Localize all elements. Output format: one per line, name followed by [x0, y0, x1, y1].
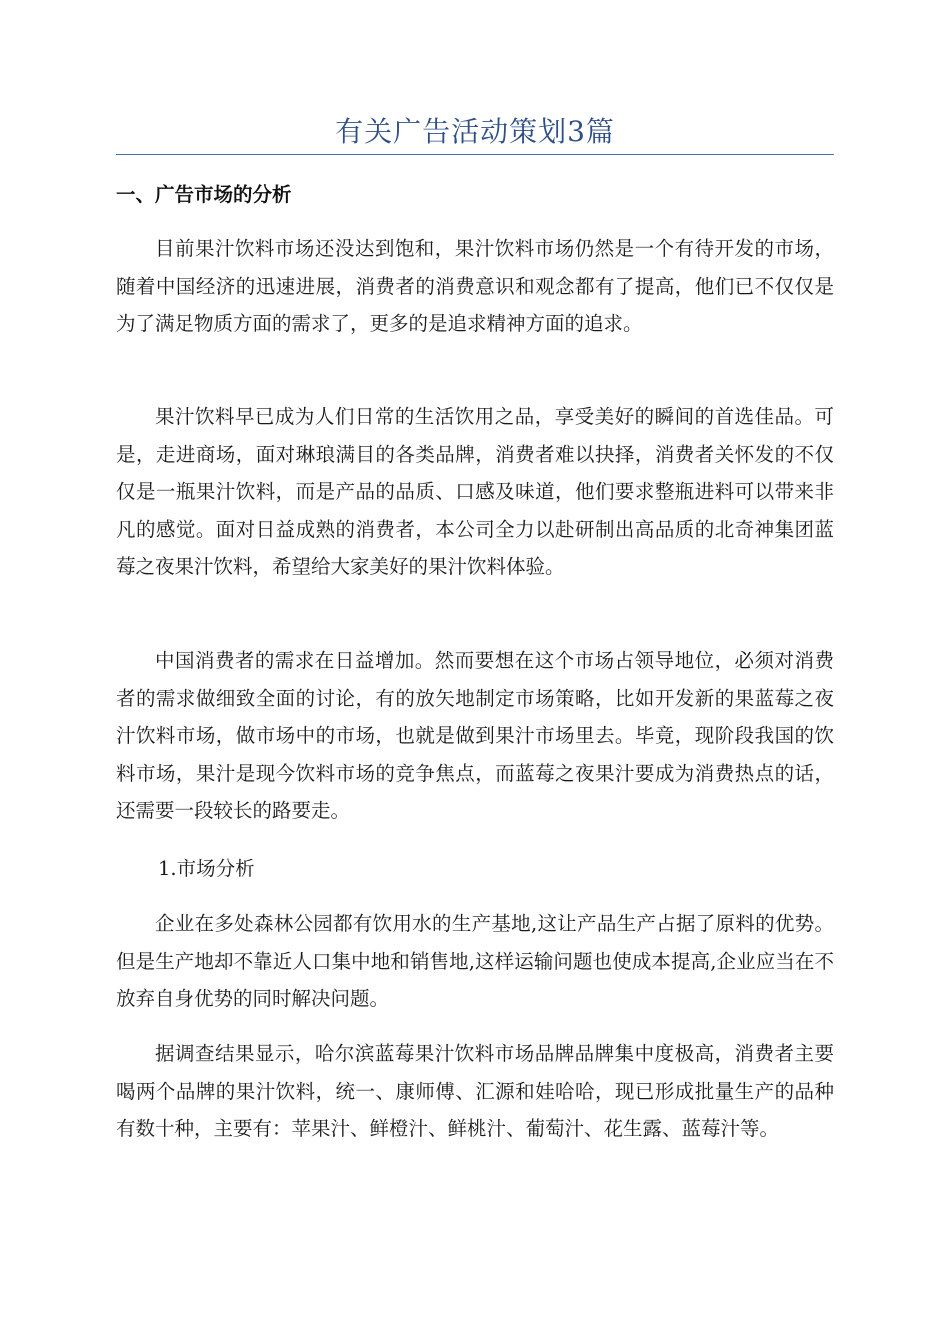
- title-underline: [116, 154, 834, 155]
- subheading-market-analysis: 1.市场分析: [158, 857, 255, 880]
- paragraph-4: 企业在多处森林公园都有饮用水的生产基地,这让产品生产占据了原料的优势。但是生产地却不靠近人口集中地和销售地,这样运输问题也使成本提高,企业应当在不放弃自身优势的同时解决问题。: [116, 912, 834, 1010]
- paragraph-3: 中国消费者的需求在日益增加。然而要想在这个市场占领导地位，必须对消费者的需求做细致全面的讨论，有的放矢地制定市场策略，比如开发新的果蓝莓之夜汁饮料市场，做市场中的市场，也就是做到果汁市场里去。毕竟，现阶段我国的饮料市场，果汁是现今饮料市场的竞争焦点，而蓝莓之夜果汁要成为消费热点的话，还需要一段较长的路要走。: [116, 649, 834, 822]
- paragraph-1: 目前果汁饮料市场还没达到饱和，果汁饮料市场仍然是一个有待开发的市场，随着中国经济的迅速进展，消费者的消费意识和观念都有了提高，他们已不仅仅是为了满足物质方面的需求了，更多的是追求精神方面的追求。: [116, 237, 834, 335]
- section-heading: 一、广告市场的分析: [116, 183, 292, 206]
- paragraph-2: 果汁饮料早已成为人们日常的生活饮用之品，享受美好的瞬间的首选佳品。可是，走进商场，面对琳琅满目的各类品牌，消费者难以抉择，消费者关怀发的不仅仅是一瓶果汁饮料，而是产品的品质、口感及味道，他们要求整瓶进料可以带来非凡的感觉。面对日益成熟的消费者，本公司全力以赴研制出高品质的北奇神集团蓝莓之夜果汁饮料，希望给大家美好的果汁饮料体验。: [116, 405, 834, 578]
- paragraph-5: 据调查结果显示，哈尔滨蓝莓果汁饮料市场品牌品牌集中度极高，消费者主要喝两个品牌的果汁饮料，统一、康师傅、汇源和娃哈哈，现已形成批量生产的品种有数十种，主要有：苹果汁、鲜橙汁、鲜桃汁、葡萄汁、花生露、蓝莓汁等。: [116, 1042, 834, 1140]
- document-title: 有关广告活动策划3篇: [335, 115, 615, 148]
